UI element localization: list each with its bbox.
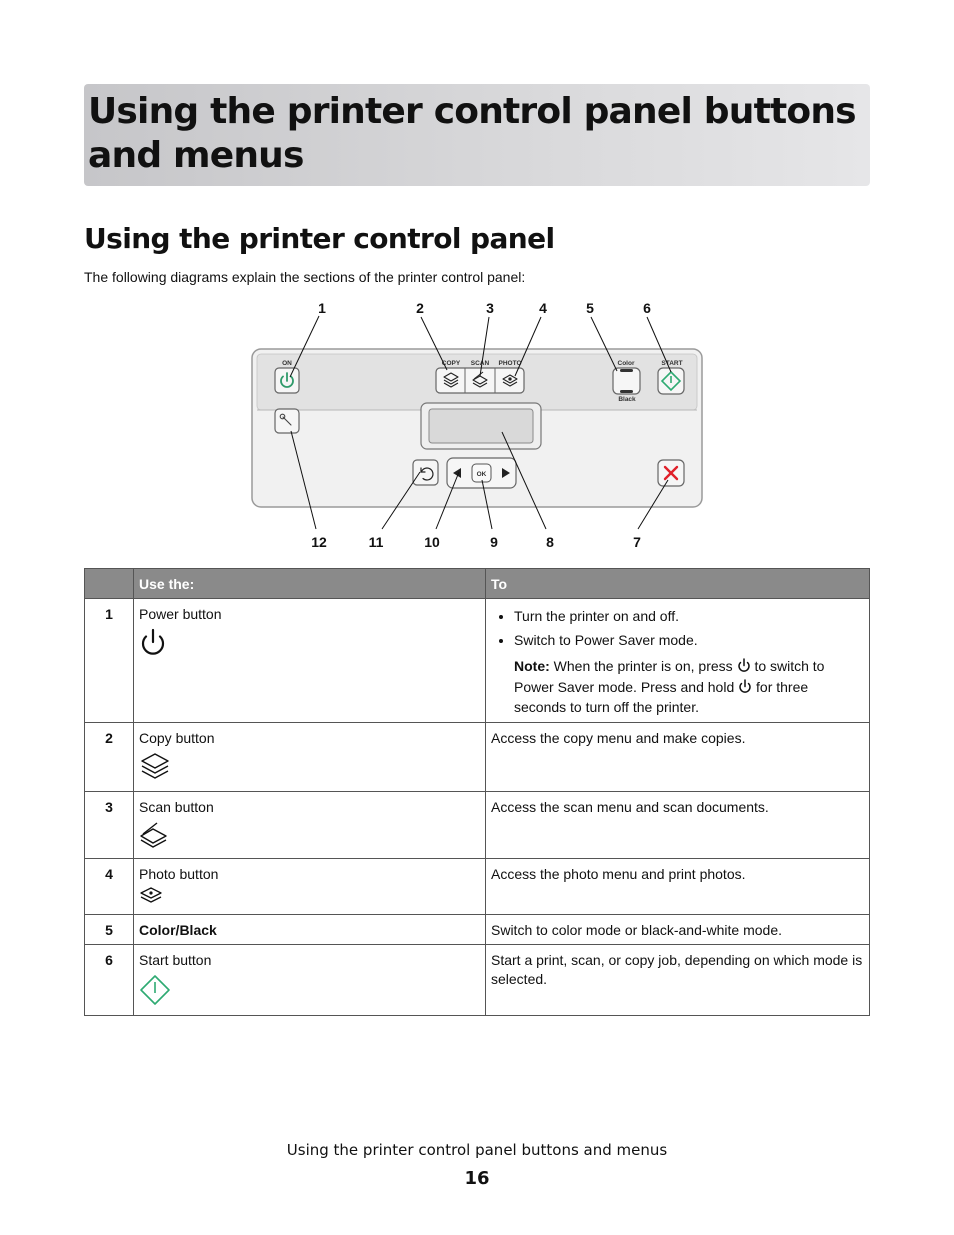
- panel-color-black-button: [613, 368, 640, 394]
- callout-4: 4: [539, 300, 547, 316]
- note-label: Note:: [514, 658, 550, 674]
- row-use-label: Start button: [139, 951, 212, 968]
- row-use-label: Copy button: [139, 729, 215, 746]
- callout-8: 8: [546, 534, 554, 550]
- table-row: [85, 944, 870, 1015]
- svg-text:START: START: [661, 360, 683, 367]
- panel-cancel-button: [658, 460, 684, 486]
- section-title: Using the printer control panel: [84, 222, 555, 255]
- svg-text:ON: ON: [282, 360, 292, 367]
- page-number: 16: [464, 1168, 490, 1189]
- callout-7: 7: [633, 534, 641, 550]
- table-row: [85, 791, 870, 858]
- intro-text: The following diagrams explain the sections of the printer control panel:: [84, 269, 526, 285]
- power-note: Note: When the printer is on, press to switch to Power Saver mode. Press and hold for three seconds to turn off the printer.: [514, 658, 825, 715]
- table-row: [85, 599, 870, 723]
- svg-text:OK: OK: [476, 471, 487, 478]
- row-bullet-list: [491, 607, 864, 650]
- control-panel-table: [84, 568, 870, 1016]
- callout-2: 2: [416, 300, 424, 316]
- row-description: Switch to color mode or black-and-white mode.: [486, 914, 870, 944]
- row-use-label: Power button: [139, 606, 222, 622]
- callout-12: 12: [311, 534, 327, 550]
- photo-icon: [139, 885, 163, 905]
- svg-text:COPY: COPY: [441, 360, 461, 367]
- power-icon: [738, 679, 752, 694]
- callout-3: 3: [486, 300, 494, 316]
- row-number: 4: [85, 858, 134, 914]
- table-header-to: To: [486, 569, 870, 599]
- table-row: [85, 914, 870, 944]
- row-number: 1: [85, 599, 134, 723]
- panel-display: [421, 403, 541, 449]
- table-header-num: [85, 569, 134, 599]
- row-use-label: Scan button: [139, 798, 214, 815]
- row-description: Access the scan menu and scan documents.: [486, 791, 870, 858]
- table-header-row: [85, 569, 870, 599]
- footer-title: Using the printer control panel buttons and menus: [286, 1141, 668, 1159]
- callout-6: 6: [643, 300, 651, 316]
- row-description: Start a print, scan, or copy job, depending on which mode is selected.: [486, 944, 870, 1015]
- power-icon: [139, 628, 167, 658]
- svg-text:PHOTO: PHOTO: [498, 360, 522, 367]
- row-number: 2: [85, 722, 134, 791]
- panel-back-button: [413, 460, 438, 485]
- scan-icon: [139, 821, 169, 849]
- bullet-item: • Switch to Power Saver mode.: [514, 631, 864, 650]
- svg-text:Black: Black: [618, 396, 636, 403]
- callout-10: 10: [424, 534, 440, 550]
- copy-icon: [139, 752, 171, 782]
- row-description: Access the copy menu and make copies.: [486, 722, 870, 791]
- callout-1: 1: [318, 300, 326, 316]
- power-icon: [737, 658, 751, 673]
- chapter-title: Using the printer control panel buttons and menus: [88, 91, 856, 176]
- bullet-item: • Turn the printer on and off.: [514, 607, 864, 626]
- callout-5: 5: [586, 300, 594, 316]
- svg-text:SCAN: SCAN: [470, 360, 490, 367]
- row-description: Access the photo menu and print photos.: [486, 858, 870, 914]
- callout-9: 9: [490, 534, 498, 550]
- row-number: 6: [85, 944, 134, 1015]
- row-number: 3: [85, 791, 134, 858]
- svg-text:Color: Color: [617, 360, 635, 367]
- panel-power-button: [275, 368, 299, 393]
- row-use-label: Photo button: [139, 865, 219, 882]
- row-number: 5: [85, 914, 134, 944]
- table-row: [85, 858, 870, 914]
- table-row: [85, 722, 870, 791]
- panel-setup-button: [275, 409, 299, 433]
- start-icon: [139, 974, 171, 1006]
- row-use-label: Color/Black: [139, 921, 217, 938]
- table-header-use: Use the:: [134, 569, 486, 599]
- panel-navigation-cluster: [447, 458, 516, 488]
- control-panel-diagram: [240, 292, 720, 558]
- callout-11: 11: [368, 534, 384, 550]
